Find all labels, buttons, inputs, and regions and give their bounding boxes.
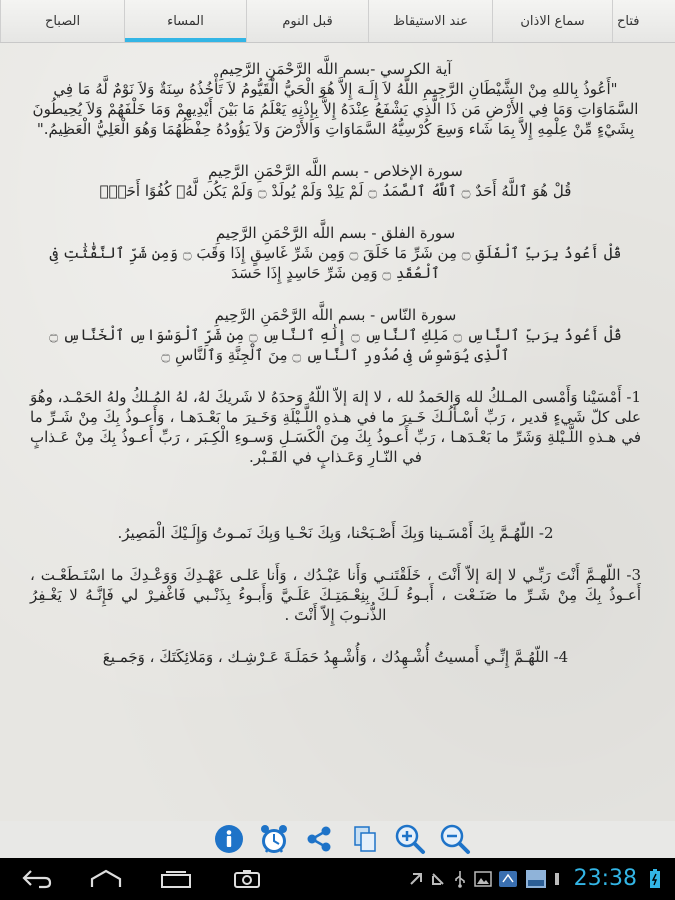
dua-2: 2- اللّهُـمَّ بِكَ أَمْسَـينا وَبِكَ أَصْـبَحْنا، وَبِكَ نَحْـيا وَبِكَ نَمـوتُ وَإِلَـيْكَ الْمَصِيرُ. — [117, 524, 554, 542]
surah-an-nas — [30, 305, 641, 365]
usb-icon — [452, 870, 468, 888]
signal-icon — [552, 870, 562, 888]
section-heading: سورة الفلق - بسم اللَّه الرَّحْمَنِ الرَّحِيمِ — [215, 224, 456, 242]
notification-icon — [408, 870, 424, 888]
screenshot-icon[interactable] — [232, 864, 262, 894]
ayat-al-kursi — [30, 59, 641, 139]
tab-bar — [0, 0, 675, 43]
content-area[interactable] — [0, 43, 675, 821]
info-icon[interactable] — [212, 822, 246, 856]
clock: 23:38 — [573, 866, 637, 891]
dua-1: 1- أَمْسَيْنا وَأَمْسى المـلكُ لله وَالحَمدُ لله ، لا إلهَ إلاّ اللّهُ وَحدَهُ لا شَريكَ لهُ، لهُ المُـلكُ ولهُ الحَمْـد، وهُوَ على كلّ شَيءٍ قدير ، رَبِّ أسْـأَلُـكَ خَـيرَ ما في هـذهِ اللَّـيْلَةِ وَخَـيرَ ما بَعْـدَهـا ، وَأَعـوذُ بِكَ مِنْ شَـرِّ ما في هـذهِ اللَّـيْلةِ وَشَرِّ ما بَعْـدَهـا ، رَبِّ أَعـوذُ بِكَ مِنَ الْكَسَـلِ وَسـوءِ الْكِـبَر ، رَبِّ أَعـوذُ بِكَ مِنْ عَـذابٍ في النّـارِ وَعَـذابٍ في القَـبْر. — [30, 388, 641, 466]
tab-label: المساء — [167, 13, 204, 29]
section-heading: آية الكرسي -بسم اللَّه الرَّحْمَنِ الرَّحِيمِ — [219, 60, 452, 78]
back-icon[interactable] — [20, 864, 54, 894]
tab-evening[interactable] — [124, 0, 246, 42]
alarm-clock-icon[interactable] — [257, 822, 291, 856]
home-icon[interactable] — [88, 864, 124, 894]
section-heading: سورة الإخلاص - بسم اللَّه الرَّحْمَنِ الرَّحِيمِ — [208, 162, 463, 180]
app-icon — [525, 870, 547, 888]
section-body: قُلْ هُوَ ٱللَّهُ أَحَدٌ ۝ ٱللَّهُ ٱلصَّمَدُ ۝ لَمْ يَلِدْ وَلَمْ يُولَدْ ۝ وَلَمْ يَكُن لَّهُۥ كُفُوًا أَحَدٌۢ — [99, 182, 572, 200]
tab-label: قبل النوم — [282, 13, 333, 29]
section-heading: سورة النّاس - بسم اللَّه الرَّحْمَنِ الرَّحِيمِ — [214, 306, 457, 324]
adhkar-text — [0, 43, 675, 667]
battery-icon — [648, 870, 662, 888]
tab-before-sleep[interactable] — [246, 0, 368, 42]
zoom-out-icon[interactable] — [438, 822, 472, 856]
section-body: قُلْ أَعُوذُ بِرَبِّ ٱلْفَلَقِ ۝ مِن شَرِّ مَا خَلَقَ ۝ وَمِن شَرِّ غَاسِقٍ إِذَا وَقَبَ ۝ وَمِن شَرِّ ٱلنَّفَّٰثَٰتِ فِى ٱلْعُقَدِ ۝ وَمِن شَرِّ حَاسِدٍ إِذَا حَسَدَ — [49, 244, 622, 282]
system-nav-bar — [0, 858, 675, 900]
recent-apps-icon[interactable] — [158, 864, 194, 894]
tab-on-waking[interactable] — [368, 0, 492, 42]
tab-label: فتاح — [617, 13, 640, 29]
surah-al-ikhlas — [30, 161, 641, 201]
surah-al-falaq — [30, 223, 641, 283]
share-icon[interactable] — [302, 822, 336, 856]
image-icon — [474, 870, 492, 888]
action-toolbar — [212, 822, 472, 856]
tab-opening[interactable] — [612, 0, 675, 42]
tab-label: الصباح — [44, 13, 81, 29]
tab-label: سماع الاذان — [520, 13, 585, 29]
dua-3: 3- اللّهـمَّ أَنْتَ رَبِّـي لا إلهَ إلاّ أَنْتَ ، خَلَقْتَنـي وَأَنا عَبْـدُك ، وَأَنا عَلـى عَهْـدِكَ وَوَعْـدِكَ ما اسْتَـطَعْـت ، أَعـوذُ بِكَ مِنْ شَـرِّ ما صَنَـعْت ، أَبـوءُ لَـكَ بِنِعْـمَتِـكَ عَلَـيَّ وَأَبـوءُ بِذَنْـبي فَاغْفـِرْ لي فَإِنَّـهُ لا يَغْـفِرُ الذُّنـوبَ إِلاّ أَنْتَ . — [30, 566, 641, 624]
dua-4: 4- اللّهُـمَّ إِنِّـي أَمسيتُ أُشْـهِدُك ، وَأُشْـهِدُ حَمَلَـةَ عَـرْشِـك ، وَمَلائِكَتَكَ ، وَجَمـيعَ — [102, 648, 569, 666]
app-icon — [498, 870, 518, 888]
section-body: "أَعُوذُ بِاللهِ مِنْ الشَّيْطَانِ الرَّجِيمِ اللّهُ لاَ إِلَـهَ إِلاَّ هُوَ الْحَيُّ الْقَيُّومُ لاَ تَأْخُذُهُ سِنَةٌ وَلاَ نَوْمٌ لَّهُ مَا فِي السَّمَاوَاتِ وَمَا فِي الأَرْضِ مَن ذَا الَّذِي يَشْفَعُ عِنْدَهُ إِلاَّ بِإِذْنِهِ يَعْلَمُ مَا بَيْنَ أَيْدِيهِمْ وَمَا خَلْفَهُمْ وَلاَ يُحِيطُونَ بِشَيْءٍ مِّنْ عِلْمِهِ إِلاَّ بِمَا شَاء وَسِعَ كُرْسِيُّهُ السَّمَاوَاتِ وَالأَرْضَ وَلاَ يَؤُودُهُ حِفْظُهُمَا وَهُوَ الْعَلِيُّ الْعَظِيمُ." — [32, 80, 639, 138]
section-body: قُلْ أَعُوذُ بِرَبِّ ٱلنَّاسِ ۝ مَلِكِ ٱلنَّاسِ ۝ إِلَٰهِ ٱلنَّاسِ ۝ مِن شَرِّ ٱلْوَسْوَاسِ ٱلْخَنَّاسِ ۝ ٱلَّذِى يُوَسْوِسُ فِى صُدُورِ ٱلنَّاسِ ۝ مِنَ ٱلْجِنَّةِ وَٱلنَّاسِ ۝ — [49, 326, 622, 364]
copy-icon[interactable] — [348, 822, 382, 856]
notification-icon — [430, 870, 446, 888]
zoom-in-icon[interactable] — [393, 822, 427, 856]
tab-morning[interactable] — [0, 0, 124, 42]
tab-hearing-adhan[interactable] — [492, 0, 612, 42]
tab-label: عند الاستيقاظ — [393, 13, 468, 29]
